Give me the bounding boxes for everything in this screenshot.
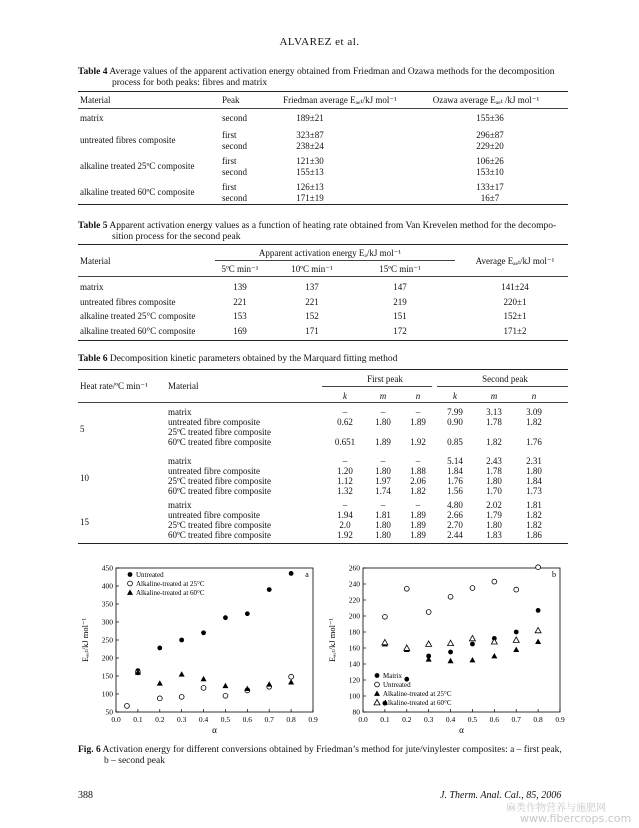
- table4-row-peak: second: [222, 167, 247, 177]
- figure6-caption-text-2: b – second peak: [104, 756, 165, 766]
- y-tick-label: 180: [348, 627, 360, 637]
- table6-row-value: 1.76: [447, 476, 463, 486]
- table5-row-rate5: 169: [233, 325, 247, 336]
- table6-row-value: –: [415, 407, 421, 417]
- x-tick-label: 0.9: [555, 715, 565, 724]
- table6-second-peak-rule: [437, 386, 568, 387]
- table6-row-value: 1.78: [486, 466, 502, 476]
- data-point: [469, 657, 475, 662]
- table6-row-value: –: [380, 407, 386, 417]
- table6-row-value: 1.73: [526, 486, 542, 496]
- table6-row-value: 1.80: [375, 530, 391, 540]
- data-point: [536, 565, 541, 570]
- chart-panel-b: [325, 560, 570, 735]
- table6-row-value: 2.70: [447, 520, 463, 530]
- data-point: [244, 686, 250, 691]
- table5-header-rule: [78, 276, 568, 277]
- figure6-caption-text-1: Activation energy for different conversions obtained by Friedman’s method for jute/vinylester composites: a – first peak,: [100, 745, 562, 755]
- x-tick-label: 0.6: [242, 715, 253, 724]
- legend-label: Matrix: [383, 672, 403, 680]
- table6-param-m: m: [490, 391, 498, 401]
- table5-row-material: alkaline treated 60°C composite: [80, 325, 196, 336]
- table6-row-value: 1.82: [410, 486, 426, 496]
- data-point: [448, 650, 453, 655]
- table6-row-value: 2.0: [339, 520, 351, 530]
- data-point: [448, 640, 454, 645]
- table5-row-material: untreated fibres composite: [80, 296, 176, 307]
- data-point: [125, 703, 130, 708]
- table4-row-ozawa: 133±17: [476, 182, 504, 192]
- x-tick-label: 0.8: [533, 715, 543, 724]
- table4-caption-text-2: process for both peaks: fibres and matrix: [112, 78, 268, 88]
- table6-row-material: untreated fibre composite: [168, 417, 260, 427]
- x-tick-label: 0.5: [220, 715, 231, 724]
- panel-label: a: [305, 570, 309, 579]
- table6-row-value: 1.82: [526, 520, 542, 530]
- legend-label: Alkaline-treated at 25°C: [136, 580, 205, 588]
- table4-header-rule: [78, 108, 568, 109]
- table6-row-value: 1.82: [486, 437, 502, 447]
- x-tick-label: 0.2: [155, 715, 165, 724]
- table6-row-material: matrix: [168, 500, 192, 510]
- table5-caption: [78, 221, 568, 243]
- table6-header-second-peak: Second peak: [482, 374, 528, 384]
- data-point: [491, 653, 497, 658]
- table4-caption-label: Table 4: [78, 67, 108, 77]
- table6-row-value: 1.92: [410, 437, 426, 447]
- data-point: [513, 637, 519, 642]
- table6-row-material: untreated fibre composite: [168, 510, 260, 520]
- x-tick-label: 0.7: [511, 715, 521, 724]
- table6-row-value: 1.80: [486, 520, 502, 530]
- data-point: [266, 681, 272, 686]
- data-point: [536, 608, 541, 613]
- table6-row-value: 2.02: [486, 500, 502, 510]
- data-point: [179, 694, 184, 699]
- y-tick-label: 220: [348, 595, 360, 605]
- figure6-caption-label: Fig. 6: [78, 745, 101, 755]
- table6-row-value: 0.85: [447, 437, 463, 447]
- table6-row-value: –: [380, 456, 386, 466]
- table4-header-ozawa: Ozawa average Eₐₑₜ /kJ mol⁻¹: [432, 95, 540, 105]
- panel-label: b: [552, 570, 556, 579]
- data-point: [382, 614, 387, 619]
- data-point: [448, 594, 453, 599]
- table5-row-rate15: 219: [393, 296, 407, 307]
- legend-label: Alkaline-treated at 60°C: [136, 589, 205, 597]
- table6-row-value: 2.44: [447, 530, 463, 540]
- table6-row-value: –: [415, 456, 421, 466]
- table6-row-value: 1.79: [486, 510, 502, 520]
- table6-row-value: 1.32: [337, 486, 353, 496]
- table4-row-friedman: 121±30: [296, 156, 324, 166]
- data-point: [470, 586, 475, 591]
- legend-label: Alkaline-treated at 25°C: [383, 690, 452, 698]
- x-tick-label: 0.5: [467, 715, 478, 724]
- table6-row-value: 1.89: [410, 417, 426, 427]
- table6-row-value: 2.31: [526, 456, 542, 466]
- table6-row-value: 0.651: [334, 437, 356, 447]
- y-tick-label: 400: [101, 581, 113, 591]
- table6-row-material: matrix: [168, 407, 192, 417]
- table6-row-value: 1.80: [375, 466, 391, 476]
- table6-row-value: 1.86: [526, 530, 542, 540]
- table6-row-value: 2.43: [486, 456, 502, 466]
- table4-row-material: alkaline treated 25ºC composite: [80, 161, 195, 171]
- y-tick-label: 100: [348, 691, 360, 701]
- table5-row-average: 220±1: [503, 296, 527, 307]
- table4-row-material: alkaline treated 60ºC composite: [80, 187, 195, 197]
- y-tick-label: 140: [348, 659, 360, 669]
- legend-marker: [127, 590, 133, 595]
- table6-row-value: 1.70: [486, 486, 502, 496]
- x-tick-label: 0.0: [111, 715, 121, 724]
- table5-row-material: matrix: [80, 282, 104, 292]
- y-tick-label: 80: [352, 707, 360, 717]
- table6-row-material: 25ºC treated fibre composite: [168, 427, 272, 437]
- table4-row-ozawa: 153±10: [476, 167, 504, 177]
- table6-row-value: 1.92: [337, 530, 353, 540]
- data-point: [267, 587, 272, 592]
- table4-row-friedman: 155±13: [296, 167, 324, 177]
- legend-label: Alkaline-treated at 60°C: [383, 699, 452, 707]
- table5-row-average: 152±1: [503, 311, 527, 321]
- table4-header-material: Material: [80, 95, 111, 105]
- table6-row-value: 1.80: [486, 476, 502, 486]
- x-tick-label: 0.4: [445, 715, 456, 724]
- table6-header-material: Material: [168, 381, 199, 391]
- data-point: [201, 630, 206, 635]
- watermark-line-2: www.fibercrops.com: [520, 812, 632, 825]
- x-tick-label: 0.2: [402, 715, 412, 724]
- table4-row-peak: second: [222, 113, 247, 123]
- table6-row-value: 1.20: [337, 466, 353, 476]
- table4-row-friedman: 189±21: [296, 113, 324, 123]
- table4-bottom-rule: [78, 204, 568, 205]
- table5-row-rate5: 139: [233, 282, 247, 292]
- table6-row-value: 1.84: [526, 476, 542, 486]
- table4-row-peak: first: [222, 130, 237, 140]
- y-axis-label: Eₐₑₜ/kJ mol⁻¹: [80, 617, 90, 663]
- data-point: [157, 696, 162, 701]
- y-tick-label: 100: [101, 689, 113, 699]
- table6-first-peak-rule: [322, 386, 432, 387]
- table6-header-first-peak: First peak: [367, 374, 403, 384]
- table6-row-value: 1.81: [526, 500, 542, 510]
- table4-row-ozawa: 229±20: [476, 141, 504, 151]
- table6-row-material: 60ºC treated fibre composite: [168, 437, 272, 447]
- table6-row-value: 1.56: [447, 486, 463, 496]
- table4-row-friedman: 238±24: [296, 141, 324, 151]
- data-point: [179, 638, 184, 643]
- data-point: [223, 693, 228, 698]
- table6-heat-rate: 10: [80, 473, 89, 483]
- table4-row-ozawa: 155±36: [476, 113, 504, 123]
- table5-row-rate15: 172: [393, 325, 407, 336]
- x-tick-label: 0.8: [286, 715, 296, 724]
- table6-param-n: n: [531, 391, 537, 401]
- x-tick-label: 0.1: [133, 715, 143, 724]
- table4-row-ozawa: 106±26: [476, 156, 504, 166]
- table6-heat-rate: 5: [80, 424, 85, 434]
- data-point: [201, 685, 206, 690]
- table6-row-value: 2.06: [410, 476, 426, 486]
- table6-row-value: 1.89: [410, 530, 426, 540]
- y-tick-label: 350: [101, 599, 113, 609]
- table4-top-rule: [78, 91, 568, 92]
- table6-row-value: 1.78: [486, 417, 502, 427]
- table6-row-value: –: [415, 500, 421, 510]
- table6-row-material: matrix: [168, 456, 192, 466]
- table5-row-rate10: 221: [305, 296, 319, 307]
- table4-row-ozawa: 296±87: [476, 130, 504, 140]
- data-point: [201, 676, 207, 681]
- table5-row-material: alkaline treated 25°C composite: [80, 311, 196, 321]
- journal-reference: J. Therm. Anal. Cal., 85, 2006: [440, 790, 562, 801]
- y-tick-label: 120: [348, 675, 360, 685]
- data-point: [469, 635, 475, 640]
- table4-row-material: matrix: [80, 113, 104, 123]
- table6-row-value: –: [342, 407, 348, 417]
- table6-row-material: 60ºC treated fibre composite: [168, 530, 272, 540]
- data-point: [404, 645, 410, 650]
- table4-row-friedman: 323±87: [296, 130, 324, 140]
- table6-row-value: 1.89: [375, 437, 391, 447]
- data-point: [289, 674, 294, 679]
- y-tick-label: 200: [101, 653, 113, 663]
- data-point: [179, 671, 185, 676]
- data-point: [535, 639, 541, 644]
- table4-row-peak: first: [222, 156, 237, 166]
- table5-caption-text-1: Apparent activation energy values as a function of heating rate obtained from Van Krevelen method for the decompo-: [107, 221, 557, 231]
- data-point: [223, 615, 228, 620]
- table6-row-value: 1.89: [410, 520, 426, 530]
- data-point: [245, 611, 250, 616]
- x-tick-label: 0.3: [176, 715, 187, 724]
- table6-row-material: 25ºC treated fibre composite: [168, 520, 272, 530]
- y-tick-label: 250: [101, 635, 113, 645]
- table5-row-average: 141±24: [501, 282, 529, 292]
- table6-row-value: 0.90: [447, 417, 463, 427]
- legend-label: Untreated: [383, 681, 411, 689]
- x-axis-label: α: [459, 725, 464, 735]
- x-tick-label: 0.4: [198, 715, 209, 724]
- table6-row-value: –: [342, 456, 348, 466]
- table6-header-rule: [78, 402, 568, 403]
- data-point: [513, 647, 519, 652]
- table6-row-value: 4.80: [447, 500, 463, 510]
- table5-row-rate10: 152: [305, 311, 319, 321]
- data-point: [448, 658, 454, 663]
- y-tick-label: 160: [348, 643, 360, 653]
- data-point: [470, 642, 475, 647]
- legend-marker: [375, 673, 380, 678]
- x-tick-label: 0.3: [423, 715, 434, 724]
- table6-heat-rate: 15: [80, 517, 89, 527]
- table6-row-value: 1.82: [526, 510, 542, 520]
- table6-row-value: –: [342, 500, 348, 510]
- legend-marker: [374, 700, 380, 705]
- y-tick-label: 260: [348, 563, 360, 573]
- table5-group-rule: [215, 260, 455, 261]
- table4-row-friedman: 126±13: [296, 182, 324, 192]
- table6-top-rule: [78, 369, 568, 370]
- table6-row-value: 3.13: [486, 407, 502, 417]
- watermark-line-1: 麻类作物营养与施肥网: [506, 803, 606, 814]
- table5-row-rate15: 147: [393, 282, 407, 292]
- data-point: [404, 586, 409, 591]
- x-tick-label: 0.1: [380, 715, 390, 724]
- table6-row-value: 1.12: [337, 476, 353, 486]
- table6-row-material: 25ºC treated fibre composite: [168, 476, 272, 486]
- data-point: [288, 679, 294, 684]
- table5-bottom-rule: [78, 340, 568, 341]
- data-point: [514, 587, 519, 592]
- y-tick-label: 50: [105, 707, 113, 717]
- data-point: [426, 641, 432, 646]
- table6-param-k: k: [453, 391, 457, 401]
- table5-header-material: Material: [80, 256, 111, 266]
- table4-row-material: untreated fibres composite: [80, 135, 176, 145]
- y-tick-label: 240: [348, 579, 360, 589]
- table4-row-peak: first: [222, 182, 237, 192]
- page-number: 388: [78, 790, 93, 801]
- table4-caption-text-1: Average values of the apparent activation energy obtained from Friedman and Ozawa methods for the decomposition: [107, 67, 555, 77]
- table6-row-value: 1.97: [375, 476, 391, 486]
- table6-param-n: n: [415, 391, 421, 401]
- table6-row-value: –: [380, 500, 386, 510]
- figure6-caption: [78, 745, 573, 767]
- table4-row-ozawa: 16±7: [480, 193, 500, 203]
- data-point: [157, 646, 162, 651]
- legend-marker: [375, 682, 380, 687]
- table5-row-rate5: 153: [233, 311, 247, 321]
- table6-row-value: 1.80: [375, 520, 391, 530]
- table6-row-value: 0.62: [337, 417, 353, 427]
- table6-param-k: k: [343, 391, 347, 401]
- data-point: [492, 579, 497, 584]
- table6-row-value: 5.14: [447, 456, 463, 466]
- table6-row-material: 60ºC treated fibre composite: [168, 486, 272, 496]
- y-tick-label: 300: [101, 617, 113, 627]
- legend-label: Untreated: [136, 571, 164, 579]
- table6-row-value: 1.83: [486, 530, 502, 540]
- x-tick-label: 0.6: [489, 715, 500, 724]
- table5-header-rate-15: 15ºC min⁻¹: [379, 264, 421, 274]
- table6-param-m: m: [379, 391, 387, 401]
- y-tick-label: 450: [101, 563, 113, 573]
- data-point: [382, 639, 388, 644]
- table5-row-rate15: 151: [393, 311, 407, 321]
- chart-panel-a: [78, 560, 323, 735]
- table6-row-value: 1.80: [526, 466, 542, 476]
- data-point: [157, 680, 163, 685]
- x-tick-label: 0.0: [358, 715, 368, 724]
- table4-header-friedman: Friedman average Eₐₑₜ/kJ mol⁻¹: [283, 95, 397, 105]
- table5-row-rate10: 137: [305, 282, 319, 292]
- table6-row-value: 1.80: [375, 417, 391, 427]
- table6-row-value: 1.94: [337, 510, 353, 520]
- data-point: [535, 627, 541, 632]
- table6-header-rate: Heat rate/ºC min⁻¹: [80, 381, 148, 391]
- table4-row-friedman: 171±19: [296, 193, 324, 203]
- x-tick-label: 0.7: [264, 715, 274, 724]
- legend-marker: [128, 572, 133, 577]
- table4-row-peak: second: [222, 141, 247, 151]
- table6-caption-text: Decomposition kinetic parameters obtained by the Marquard fitting method: [107, 354, 398, 364]
- table6-row-value: 2.66: [447, 510, 463, 520]
- table5-header-group: Apparent activation energy Eₐ/kJ mol⁻¹: [258, 248, 402, 258]
- table4-row-peak: second: [222, 193, 247, 203]
- table5-row-rate5: 221: [233, 296, 247, 307]
- table5-header-average: Average Eₐₑₜ/kJ mol⁻¹: [475, 256, 555, 266]
- legend-marker: [374, 691, 380, 696]
- table6-row-value: 1.76: [526, 437, 542, 447]
- legend-marker: [128, 581, 133, 586]
- data-point: [222, 683, 228, 688]
- table6-caption-label: Table 6: [78, 354, 108, 364]
- data-point: [514, 630, 519, 635]
- table5-header-rate-5: 5ºC min⁻¹: [221, 264, 259, 274]
- table6-row-value: 1.74: [375, 486, 391, 496]
- table5-top-rule: [78, 244, 568, 245]
- y-axis-label: Eₐₑₜ/kJ mol⁻¹: [327, 617, 337, 663]
- table5-caption-label: Table 5: [78, 221, 108, 231]
- y-tick-label: 200: [348, 611, 360, 621]
- table6-caption: [78, 354, 568, 365]
- table5-header-rate-10: 10ºC min⁻¹: [291, 264, 333, 274]
- table4-header-peak: Peak: [222, 95, 240, 105]
- running-header: ALVAREZ et al.: [279, 36, 360, 48]
- table6-bottom-rule: [78, 543, 568, 544]
- table5-row-average: 171±2: [503, 325, 527, 336]
- table6-row-value: 1.89: [410, 510, 426, 520]
- table6-row-value: 1.84: [447, 466, 463, 476]
- data-point: [289, 571, 294, 576]
- table6-row-value: 3.09: [526, 407, 542, 417]
- x-axis-label: α: [212, 725, 217, 735]
- table6-row-value: 7.99: [447, 407, 463, 417]
- table4-caption: [78, 67, 568, 89]
- y-tick-label: 150: [101, 671, 113, 681]
- table6-row-value: 1.88: [410, 466, 426, 476]
- table6-row-value: 1.81: [375, 510, 391, 520]
- table6-row-value: 1.82: [526, 417, 542, 427]
- data-point: [426, 610, 431, 615]
- table5-row-rate10: 171: [305, 325, 319, 336]
- table5-caption-text-2: sition process for the second peak: [112, 232, 241, 242]
- table6-row-material: untreated fibre composite: [168, 466, 260, 476]
- x-tick-label: 0.9: [308, 715, 318, 724]
